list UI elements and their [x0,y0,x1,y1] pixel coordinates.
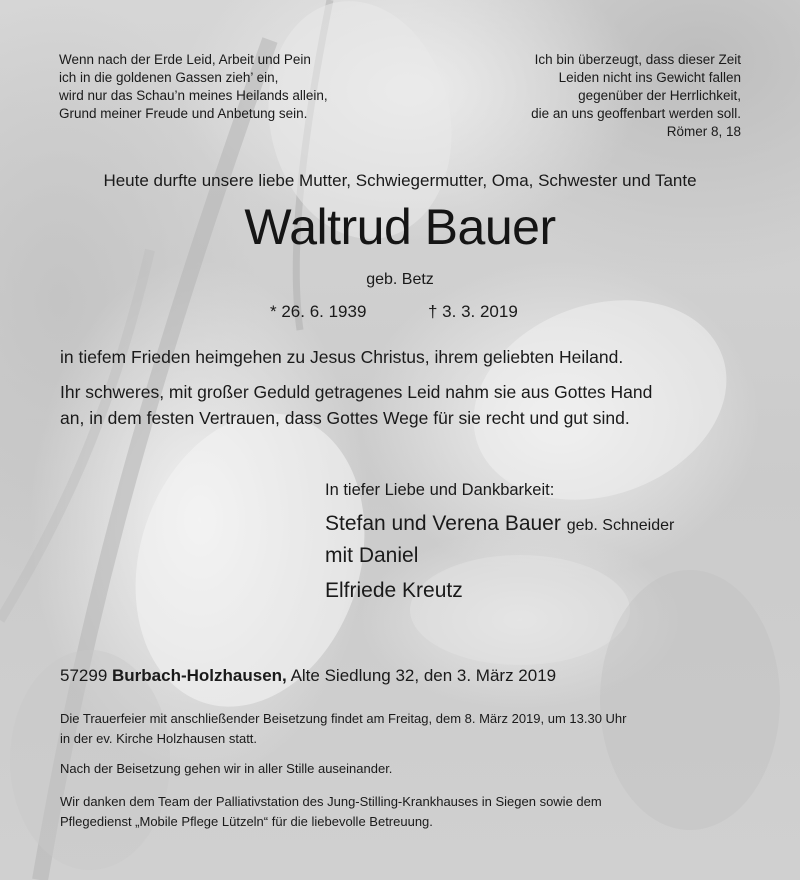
mourner-maiden-name: geb. Schneider [566,517,675,534]
thanks-line: Pflegedienst „Mobile Pflege Lützeln“ für die liebevolle Betreuung. [60,814,433,829]
peace-text: in tiefem Frieden heimgehen zu Jesus Christus, ihrem geliebten Heiland. [60,347,624,367]
after-burial-text: Nach der Beisetzung gehen wir in aller Stille auseinander. [60,761,393,776]
verse-left [59,51,328,123]
verse-source: Römer 8, 18 [666,124,741,139]
thanks-line: Wir danken dem Team der Palliativstation des Jung-Stilling-Krankhauses in Siegen sowie dem [60,794,602,809]
verse-right-line: gegenüber der Herrlichkeit, [578,88,741,103]
death-date: † 3. 3. 2019 [428,302,518,321]
mourner-line-2: mit Daniel [325,544,419,567]
mourner-line-1 [325,512,674,536]
verse-left-line: Grund meiner Freude und Anbetung sein. [59,106,308,121]
deceased-name: Waltrud Bauer [244,199,556,255]
address-line [60,666,556,686]
verse-left-line: Wenn nach der Erde Leid, Arbeit und Pein [59,52,311,67]
address-rest: Alte Siedlung 32, den 3. März 2019 [290,666,557,685]
verse-right-line: Leiden nicht ins Gewicht fallen [558,70,741,85]
address-town: Burbach-Holzhausen, [112,666,287,685]
verse-left-line: wird nur das Schau’n meines Heilands allein, [59,88,328,103]
mourners-intro: In tiefer Liebe und Dankbarkeit: [325,481,555,499]
intro-text: Heute durfte unsere liebe Mutter, Schwiegermutter, Oma, Schwester und Tante [103,171,697,190]
mourner-line-3: Elfriede Kreutz [325,579,463,602]
suffering-line: an, in dem festen Vertrauen, dass Gottes Wege für sie recht und gut sind. [60,408,630,428]
maiden-name: geb. Betz [366,271,434,288]
birth-date: * 26. 6. 1939 [270,302,367,321]
verse-right-line: Ich bin überzeugt, dass dieser Zeit [534,52,741,67]
funeral-info [60,709,627,749]
funeral-line: Die Trauerfeier mit anschließender Beisetzung findet am Freitag, dem 8. März 2019, um 13.30 Uhr [60,711,627,726]
verse-right [531,51,741,141]
verse-left-line: ich in die goldenen Gassen zieh’ ein, [59,70,279,85]
thanks-text [60,792,602,832]
suffering-line: Ihr schweres, mit großer Geduld getragenes Leid nahm sie aus Gottes Hand [60,382,653,402]
address-zip: 57299 [60,666,108,685]
mourner-name: Stefan und Verena Bauer [325,512,561,535]
suffering-text [60,379,652,431]
verse-right-line: die an uns geoffenbart werden soll. [531,106,741,121]
funeral-line: in der ev. Kirche Holzhausen statt. [60,731,258,746]
